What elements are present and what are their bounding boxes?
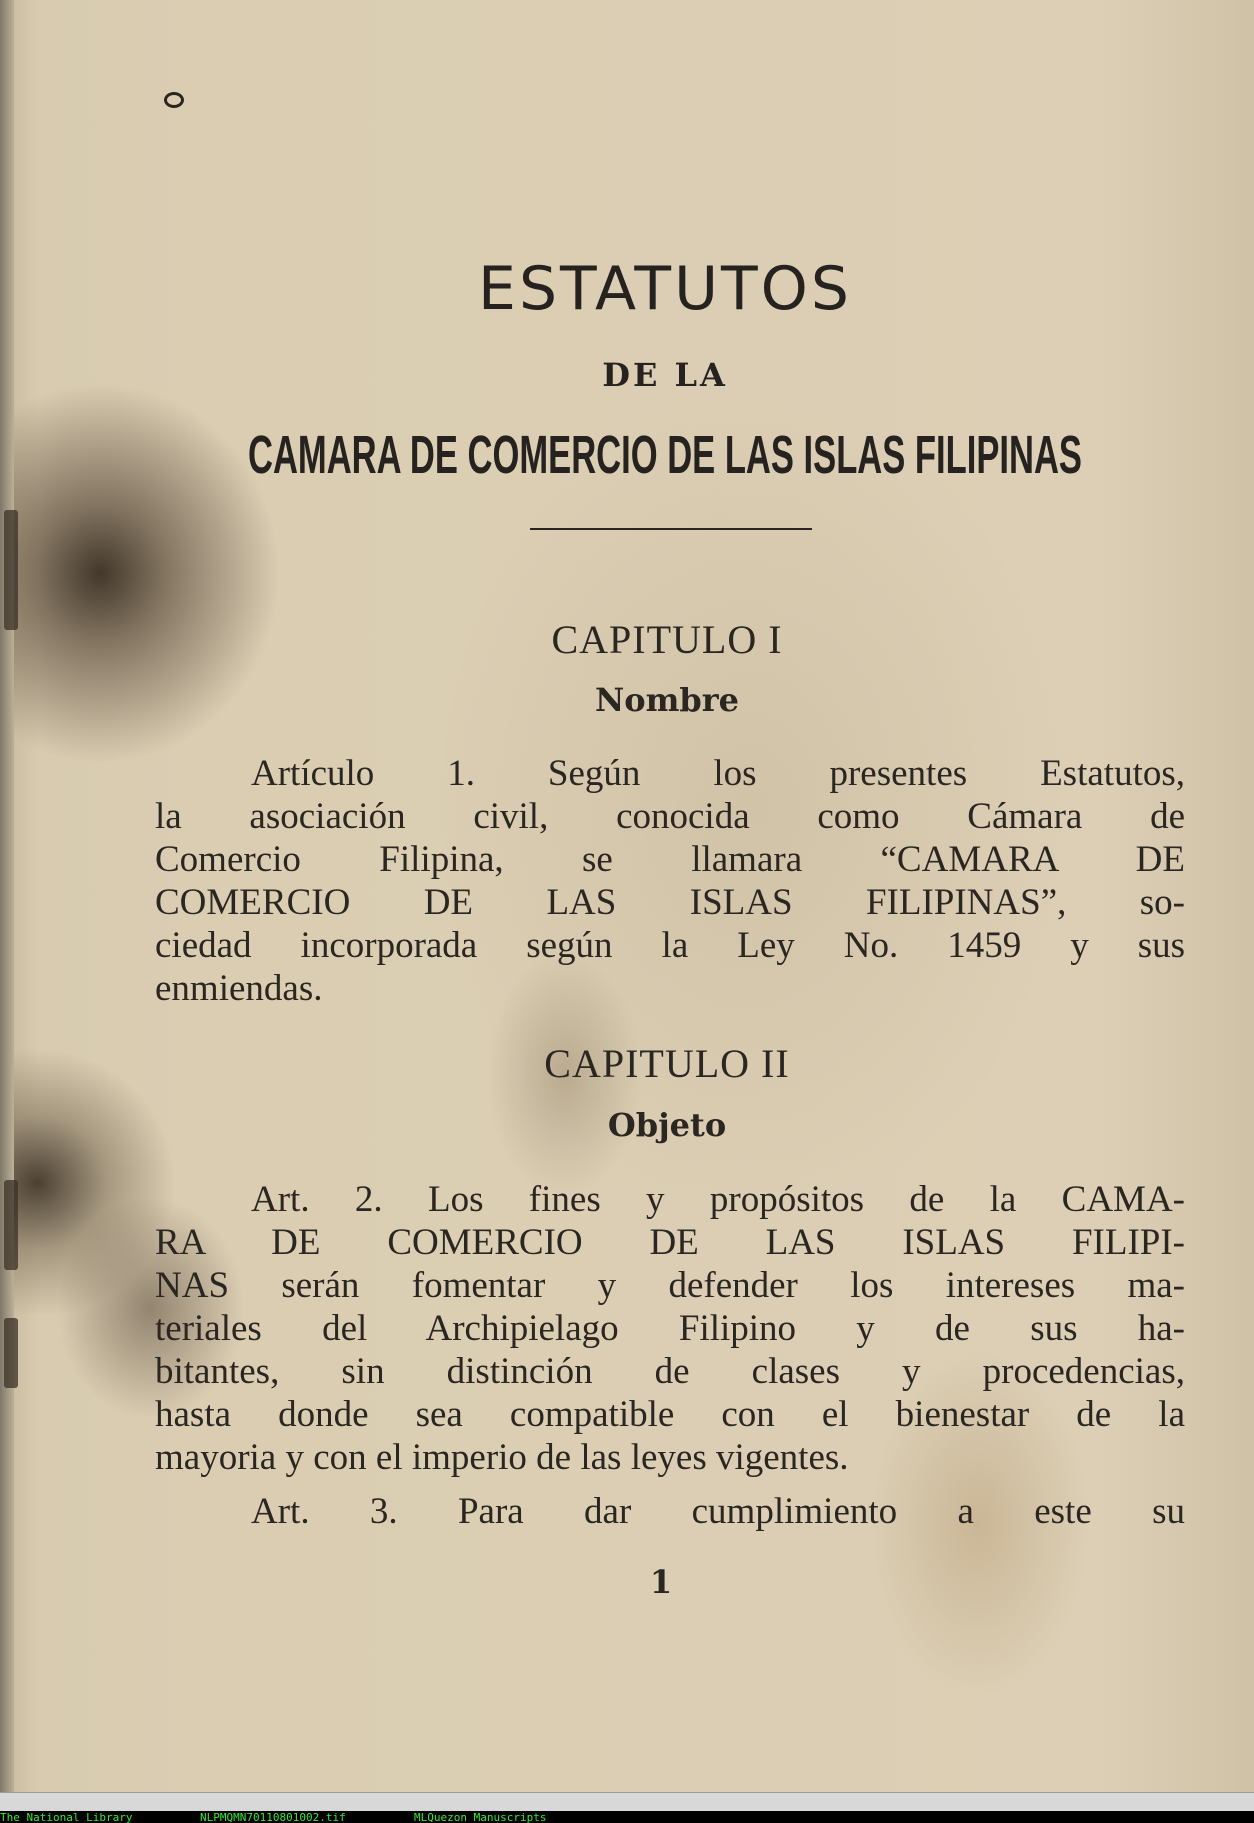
binding-mark-lower <box>4 1318 18 1388</box>
paragraph-line: mayoria y con el imperio de las leyes vigentes. <box>155 1437 849 1478</box>
paragraph-line: teriales del Archipielago Filipino y de sus ha- <box>155 1308 1185 1349</box>
paragraph-line: NAS serán fomentar y defender los intereses ma- <box>155 1265 1185 1306</box>
binding-mark-middle <box>4 1180 18 1270</box>
page-number: 1 <box>649 1563 673 1601</box>
paragraph-line: enmiendas. <box>155 968 323 1009</box>
chapter-1-heading: CAPITULO I <box>551 617 783 662</box>
paragraph-line: Art. 2. Los fines y propósitos de la CAMA- <box>251 1179 1185 1220</box>
footer-collection: MLQuezon Manuscripts <box>414 1811 547 1823</box>
margin-mark <box>164 92 184 108</box>
paragraph-line: Artículo 1. Según los presentes Estatutos, <box>251 753 1185 794</box>
title-divider <box>530 528 812 530</box>
paragraph-line: Art. 3. Para dar cumplimiento a este su <box>251 1491 1185 1532</box>
footer-library: The National Library <box>0 1811 133 1823</box>
chapter-2-heading: CAPITULO II <box>544 1041 790 1086</box>
binding-mark-top <box>4 510 18 630</box>
article-1-paragraph <box>155 752 1185 1010</box>
paragraph-line: Comercio Filipina, se llamara “CAMARA DE <box>155 839 1185 880</box>
article-3-paragraph <box>155 1490 1185 1533</box>
paragraph-line: la asociación civil, conocida como Cámara de <box>155 796 1185 837</box>
chapter-1-subheading: Nombre <box>594 681 740 719</box>
paragraph-line: RA DE COMERCIO DE LAS ISLAS FILIPI- <box>155 1222 1185 1263</box>
footer-filename: NLPMQMN70110801002.tif <box>200 1811 346 1823</box>
article-2-paragraph <box>155 1178 1185 1479</box>
footer-info-strip <box>0 1811 1254 1823</box>
paragraph-line: COMERCIO DE LAS ISLAS FILIPINAS”, so- <box>155 882 1185 923</box>
paragraph-line: hasta donde sea compatible con el bienestar de la <box>155 1394 1185 1435</box>
document-subtitle: DE LA <box>602 356 728 394</box>
organization-name: CAMARA DE COMERCIO DE LAS ISLAS FILIPINAS <box>248 425 1082 485</box>
paragraph-line: bitantes, sin distinción de clases y procedencias, <box>155 1351 1185 1392</box>
scan-footer <box>0 1792 1254 1823</box>
document-title: ESTATUTOS <box>478 254 852 324</box>
chapter-2-subheading: Objeto <box>607 1106 727 1144</box>
paragraph-line: ciedad incorporada según la Ley No. 1459 y sus <box>155 925 1185 966</box>
